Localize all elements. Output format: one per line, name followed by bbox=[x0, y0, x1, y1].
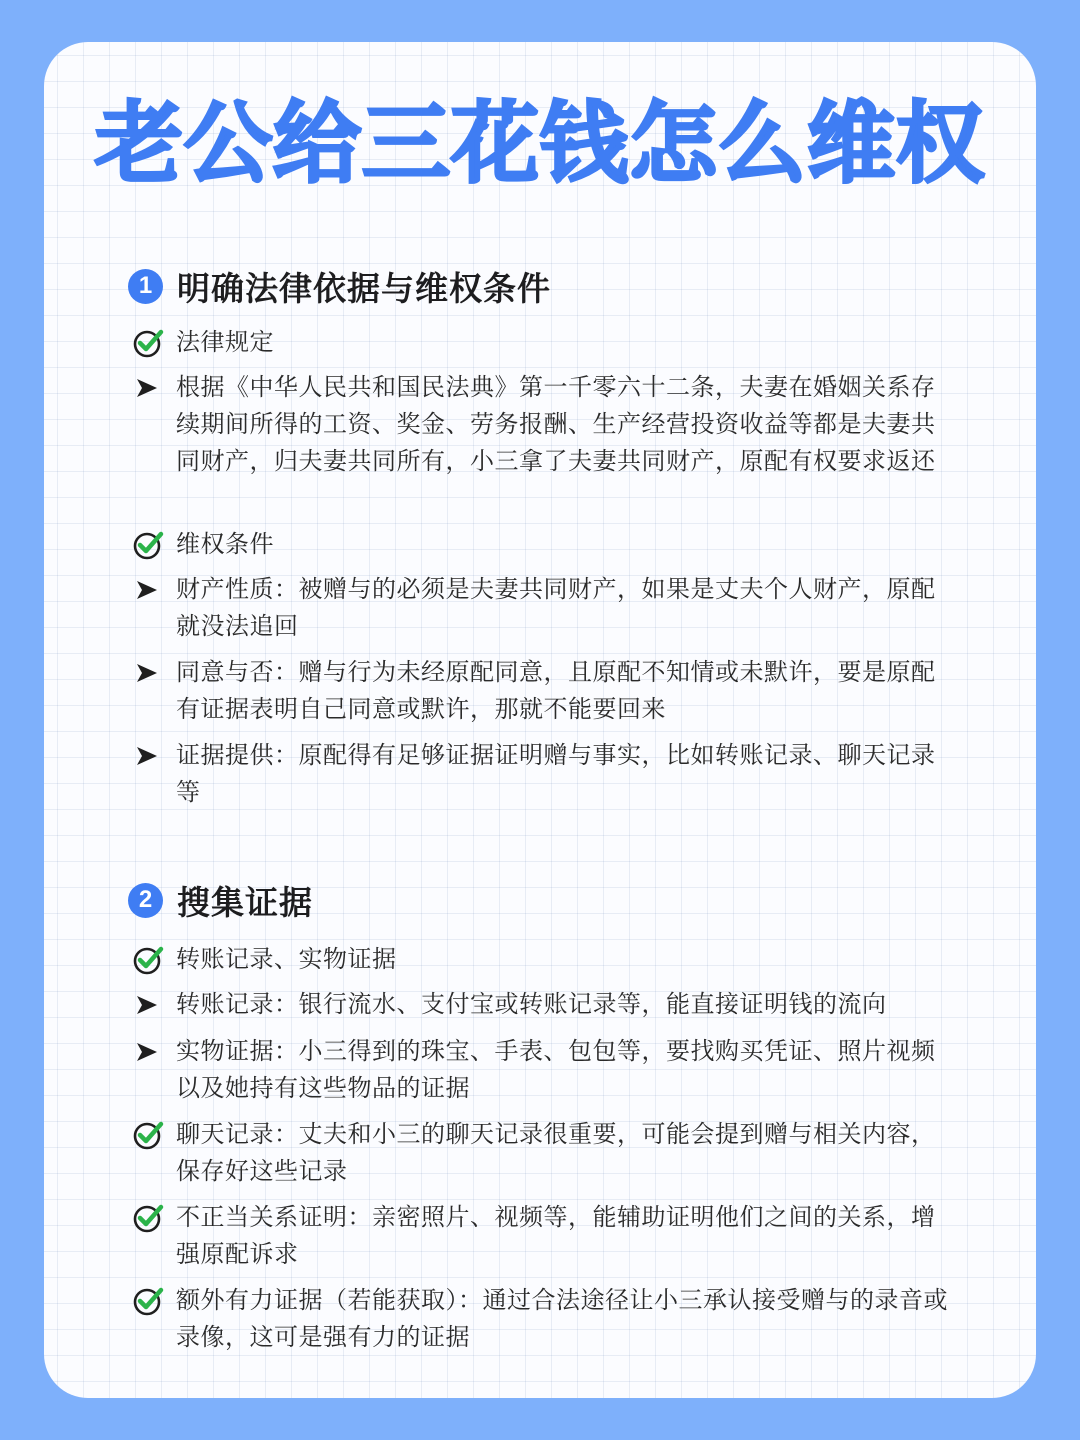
list-item bbox=[176, 1282, 956, 1356]
list-item bbox=[176, 1199, 956, 1273]
arrow-right-icon bbox=[136, 580, 158, 600]
item-text: 不正当关系证明：亲密照片、视频等，能辅助证明他们之间的关系，增强原配诉求 bbox=[176, 1203, 936, 1268]
arrow-right-icon bbox=[136, 1042, 158, 1062]
arrow-right-icon bbox=[136, 995, 158, 1015]
list-item bbox=[176, 1116, 956, 1190]
arrow-right-icon bbox=[136, 378, 158, 398]
check-circle-icon bbox=[132, 529, 164, 561]
item-text: 转账记录：银行流水、支付宝或转账记录等，能直接证明钱的流向 bbox=[176, 990, 887, 1018]
check-circle-icon bbox=[132, 327, 164, 359]
check-circle-icon bbox=[132, 1285, 164, 1317]
list-item bbox=[176, 571, 956, 645]
page-title: 老公给三花钱怎么维权 bbox=[94, 92, 985, 195]
arrow-right-icon bbox=[136, 746, 158, 766]
list-item bbox=[176, 324, 956, 361]
section-header bbox=[128, 880, 313, 920]
list-item bbox=[176, 369, 956, 480]
check-circle-icon bbox=[132, 1119, 164, 1151]
list-item bbox=[176, 986, 956, 1023]
item-text: 维权条件 bbox=[176, 530, 274, 558]
item-text: 实物证据：小三得到的珠宝、手表、包包等，要找购买凭证、照片视频以及她持有这些物品的证据 bbox=[176, 1037, 936, 1102]
number-badge: 1 bbox=[128, 269, 163, 304]
item-text: 法律规定 bbox=[176, 328, 274, 356]
list-item bbox=[176, 654, 956, 728]
arrow-right-icon bbox=[136, 663, 158, 683]
check-circle-icon bbox=[132, 944, 164, 976]
section-title: 搜集证据 bbox=[177, 882, 313, 922]
number-badge: 2 bbox=[128, 883, 163, 918]
item-text: 聊天记录：丈夫和小三的聊天记录很重要，可能会提到赠与相关内容，保存好这些记录 bbox=[176, 1120, 936, 1185]
item-text: 证据提供：原配得有足够证据证明赠与事实，比如转账记录、聊天记录等 bbox=[176, 741, 936, 806]
list-item bbox=[176, 1033, 956, 1107]
section-title: 明确法律依据与维权条件 bbox=[177, 268, 551, 308]
section-header bbox=[128, 266, 551, 306]
item-text: 转账记录、实物证据 bbox=[176, 945, 397, 973]
list-item bbox=[176, 737, 956, 811]
item-text: 额外有力证据（若能获取）：通过合法途径让小三承认接受赠与的录音或录像，这可是强有力的证据 bbox=[176, 1286, 948, 1351]
list-item bbox=[176, 941, 956, 978]
item-text: 财产性质：被赠与的必须是夫妻共同财产，如果是丈夫个人财产，原配就没法追回 bbox=[176, 575, 936, 640]
check-circle-icon bbox=[132, 1202, 164, 1234]
item-text: 根据《中华人民共和国民法典》第一千零六十二条，夫妻在婚姻关系存续期间所得的工资、奖金、劳务报酬、生产经营投资收益等都是夫妻共同财产，归夫妻共同所有，小三拿了夫妻共同财产，原配有权要求返还 bbox=[176, 373, 936, 475]
list-item bbox=[176, 526, 956, 563]
item-text: 同意与否：赠与行为未经原配同意，且原配不知情或未默许，要是原配有证据表明自己同意或默许，那就不能要回来 bbox=[176, 658, 936, 723]
